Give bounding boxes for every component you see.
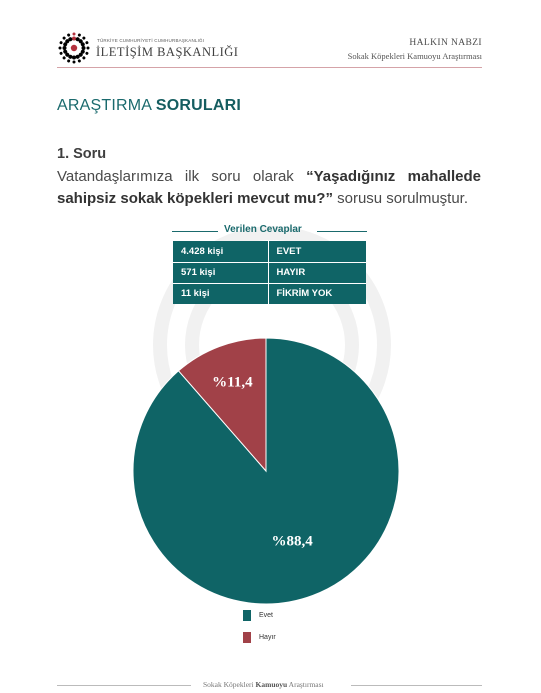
footer-rule-right xyxy=(351,685,482,686)
answer-count: 571 kişi xyxy=(173,262,268,283)
legend-label-hayir: Hayır xyxy=(259,634,276,641)
table-row xyxy=(173,262,366,283)
table-row xyxy=(173,283,366,304)
report-title: HALKIN NABZI xyxy=(409,38,482,48)
answer-count: 11 kişi xyxy=(173,283,268,304)
answer-label: EVET xyxy=(268,241,366,262)
heading-rule-right xyxy=(317,231,367,232)
section-title-bold: SORULARI xyxy=(155,97,242,114)
footer-text-end: Araştırması xyxy=(287,680,324,689)
question-number: 1. Soru xyxy=(57,146,107,162)
answer-label: FİKRİM YOK xyxy=(276,288,333,300)
footer-text-light: Sokak Köpekleri xyxy=(203,680,256,689)
pie-label-evet: %88,4 xyxy=(271,533,313,550)
question-intro: Vatandaşlarımıza ilk soru olarak xyxy=(57,168,307,185)
footer-rule-left xyxy=(57,685,191,686)
heading-rule-left xyxy=(172,231,218,232)
org-name: İLETİŞİM BAŞKANLIĞI xyxy=(96,45,239,59)
report-subtitle: Sokak Köpekleri Kamuoyu Araştırması xyxy=(347,51,482,61)
question-quote: “Yaşadığınız mahallede sahipsiz sokak köpekleri mevcut mu?” xyxy=(57,168,481,207)
answer-count: 4.428 kişi xyxy=(173,241,268,262)
pie-label-hayr: %11,4 xyxy=(212,374,253,391)
answers-table xyxy=(173,241,366,304)
legend-label-evet: Evet xyxy=(259,612,274,619)
org-small-text: TÜRKİYE CUMHURİYETİ CUMHURBAŞKANLIĞI xyxy=(97,38,205,43)
footer-text xyxy=(203,680,324,689)
legend-swatch-hayir xyxy=(243,632,251,643)
question-outro: sorusu sorulmuştur. xyxy=(332,190,469,207)
section-title-light: ARAŞTIRMA xyxy=(57,97,156,114)
answers-heading-label: Verilen Cevaplar xyxy=(224,224,302,235)
legend-swatch-evet xyxy=(243,610,251,621)
table-row xyxy=(173,241,366,262)
answer-label: HAYIR xyxy=(268,262,366,283)
answers-heading xyxy=(172,224,367,238)
footer-text-bold: Kamuoyu xyxy=(255,680,288,689)
